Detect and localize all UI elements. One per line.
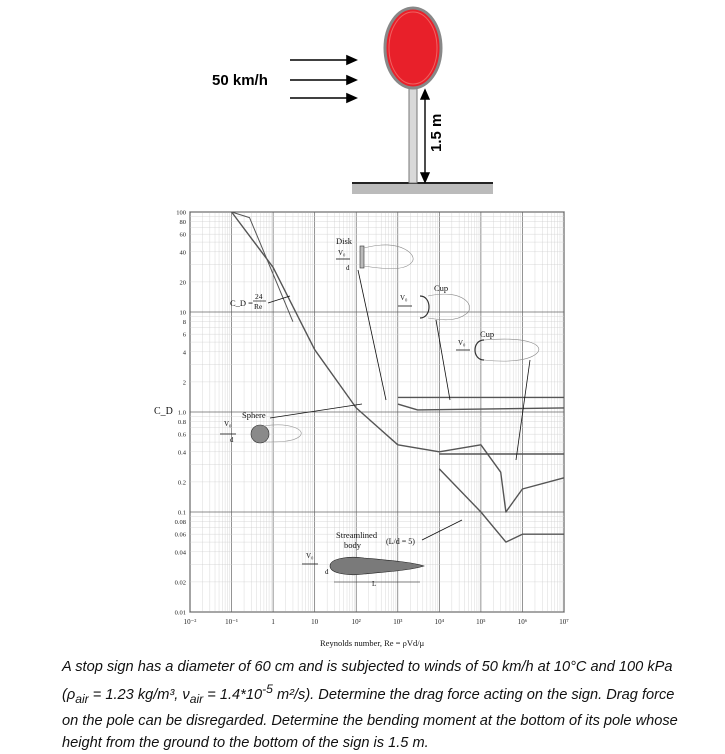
ground-fill [352,184,493,194]
x-axis [184,618,570,626]
streamlined-v0: V₀ [306,552,314,560]
streamlined-ratio: (L/d = 5) [386,537,415,546]
y-tick-label: 0.2 [177,479,186,487]
y-tick-label: 0.04 [174,549,186,557]
y-tick-label: 0.01 [174,609,186,617]
stokes-formula-denominator: Re [254,302,263,311]
y-tick-label: 0.02 [174,579,186,587]
y-tick-label: 0.08 [174,519,186,527]
cd-axis-label: C_D [154,406,173,417]
stokes-formula-lhs: C_D = [230,298,253,308]
x-tick-label: 1 [271,618,275,626]
problem-text-1: A stop sign has a diameter of 60 cm and is subjected to winds of 50 km/h at 10°C and 100 kPa (ρ [62,659,673,703]
cup2-label: Cup [480,329,495,339]
problem-statement [62,656,692,754]
y-tick-label: 20 [179,279,186,287]
stop-sign [385,8,441,88]
y-tick-label: 4 [182,349,186,357]
disk-v0: V₀ [338,249,346,257]
y-tick-label: 1.0 [177,409,186,417]
x-tick-label: 10⁻² [183,618,197,626]
y-tick-label: 6 [182,331,186,339]
y-tick-label: 2 [182,379,186,387]
stokes-formula-numerator: 24 [255,292,263,301]
exponent: -5 [262,682,273,696]
problem-text-4: m²/s). Determine the drag force acting on the sign. Drag force on the pole can be disregarded. Determine the bending moment at the bottom of its pole whose height from the ground to the bottom of the sign is 1.5 m. [62,686,678,751]
streamlined-label: Streamlined [336,530,378,540]
cup2-v0: V₀ [458,339,466,347]
y-tick-label: 100 [176,209,186,217]
y-tick-label: 0.4 [177,449,186,457]
problem-text-2: = 1.23 kg/m³, ν [88,686,190,703]
x-tick-label: 10⁻¹ [225,618,238,626]
x-tick-label: 10 [311,618,319,626]
sphere-v0: V₀ [224,420,232,428]
y-tick-label: 8 [182,319,186,327]
streamlined-label-2: body [344,540,361,550]
streamlined-L: L [372,580,377,588]
y-tick-label: 40 [179,249,186,257]
wind-speed-label: 50 km/h [212,72,268,89]
x-tick-label: 10² [351,618,361,626]
y-tick-label: 0.06 [174,531,186,539]
rho-subscript: air [75,691,89,706]
stop-sign-figure [0,0,725,200]
height-label: 1.5 m [428,113,445,152]
cup1-label: Cup [434,283,449,293]
drag-coefficient-chart [150,200,570,650]
disk-label: Disk [336,236,353,246]
y-tick-label: 0.1 [177,509,186,517]
x-tick-label: 10³ [393,618,403,626]
wind-arrows [290,56,356,102]
y-tick-label: 80 [179,219,186,227]
streamlined-d: d [325,568,329,576]
y-tick-label: 10 [179,309,186,317]
disk-shape [360,246,364,268]
x-tick-label: 10⁴ [434,618,445,626]
problem-text-3: = 1.4*10 [203,686,263,703]
y-tick-label: 0.8 [177,419,186,427]
cup1-v0: V₀ [400,294,408,302]
nu-subscript: air [189,691,204,706]
sphere-label: Sphere [242,410,266,420]
x-tick-label: 10⁵ [476,618,486,626]
sphere-d: d [230,436,234,444]
y-axis [175,210,187,617]
disk-d: d [346,264,350,272]
sphere-shape [251,425,269,443]
y-tick-label: 0.6 [177,431,186,439]
x-tick-label: 10⁶ [517,618,528,626]
y-tick-label: 60 [179,231,186,239]
x-axis-label: Reynolds number, Re = ρVd/μ [320,638,425,648]
sign-pole [409,85,417,183]
x-tick-label: 10⁷ [559,618,569,626]
